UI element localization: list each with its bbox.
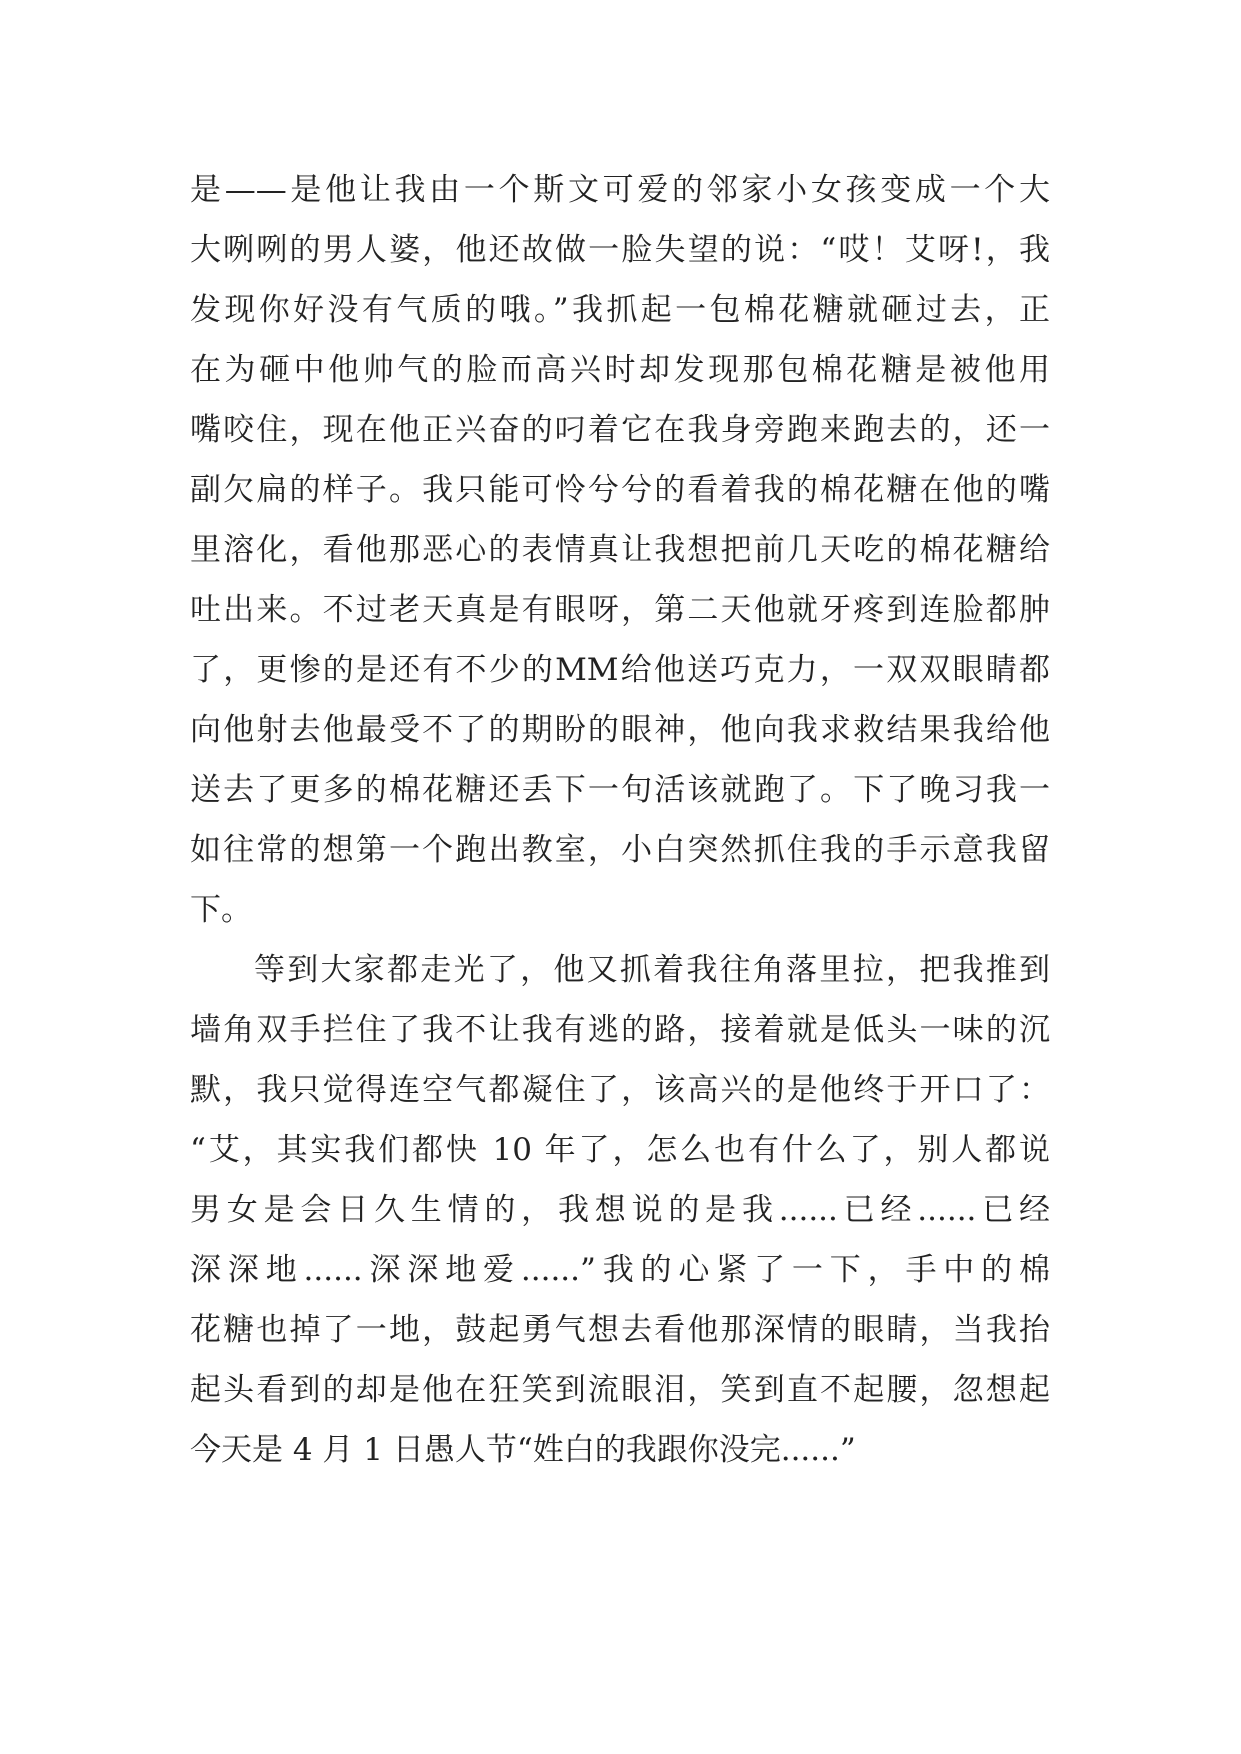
text-line: 送去了更多的棉花糖还丢下一句活该就跑了。下了晚习我一 <box>190 772 1050 808</box>
text-line: 男女是会日久生情的，我想说的是我......已经......已经 <box>190 1192 1050 1228</box>
text-line: 发现你好没有气质的哦。”我抓起一包棉花糖就砸过去，正 <box>190 292 1050 328</box>
text-line: 花糖也掉了一地，鼓起勇气想去看他那深情的眼睛，当我抬 <box>190 1312 1050 1348</box>
body-text <box>190 160 1050 1480</box>
text-line: 吐出来。不过老天真是有眼呀，第二天他就牙疼到连脸都肿 <box>190 592 1050 628</box>
text-line: 如往常的想第一个跑出教室，小白突然抓住我的手示意我留 <box>190 832 1050 868</box>
paragraph-1 <box>190 160 1050 940</box>
text-line: 是——是他让我由一个斯文可爱的邻家小女孩变成一个大 <box>190 172 1050 208</box>
text-line: 嘴咬住，现在他正兴奋的叼着它在我身旁跑来跑去的，还一 <box>190 412 1050 448</box>
text-line: 副欠扁的样子。我只能可怜兮兮的看着我的棉花糖在他的嘴 <box>190 472 1050 508</box>
text-line: 下。 <box>190 892 252 928</box>
text-line: 默，我只觉得连空气都凝住了，该高兴的是他终于开口了： <box>190 1072 1050 1108</box>
paragraph-2 <box>190 940 1050 1480</box>
text-line: 今天是 4 月 1 日愚人节“姓白的我跟你没完......” <box>190 1432 856 1468</box>
text-line: 深深地......深深地爱......”我的心紧了一下，手中的棉 <box>190 1252 1050 1288</box>
text-line: 大咧咧的男人婆，他还故做一脸失望的说：“哎！艾呀!，我 <box>190 232 1050 268</box>
text-line: 等到大家都走光了，他又抓着我往角落里拉，把我推到 <box>254 952 1050 988</box>
text-line: 了，更惨的是还有不少的MM给他送巧克力，一双双眼睛都 <box>190 652 1050 688</box>
text-line: 墙角双手拦住了我不让我有逃的路，接着就是低头一味的沉 <box>190 1012 1050 1048</box>
text-line: “艾，其实我们都快 10 年了，怎么也有什么了，别人都说 <box>190 1132 1050 1168</box>
text-line: 向他射去他最受不了的期盼的眼神，他向我求救结果我给他 <box>190 712 1050 748</box>
text-line: 在为砸中他帅气的脸而高兴时却发现那包棉花糖是被他用 <box>190 352 1050 388</box>
text-line: 起头看到的却是他在狂笑到流眼泪，笑到直不起腰，忽想起 <box>190 1372 1050 1408</box>
text-line: 里溶化，看他那恶心的表情真让我想把前几天吃的棉花糖给 <box>190 532 1050 568</box>
